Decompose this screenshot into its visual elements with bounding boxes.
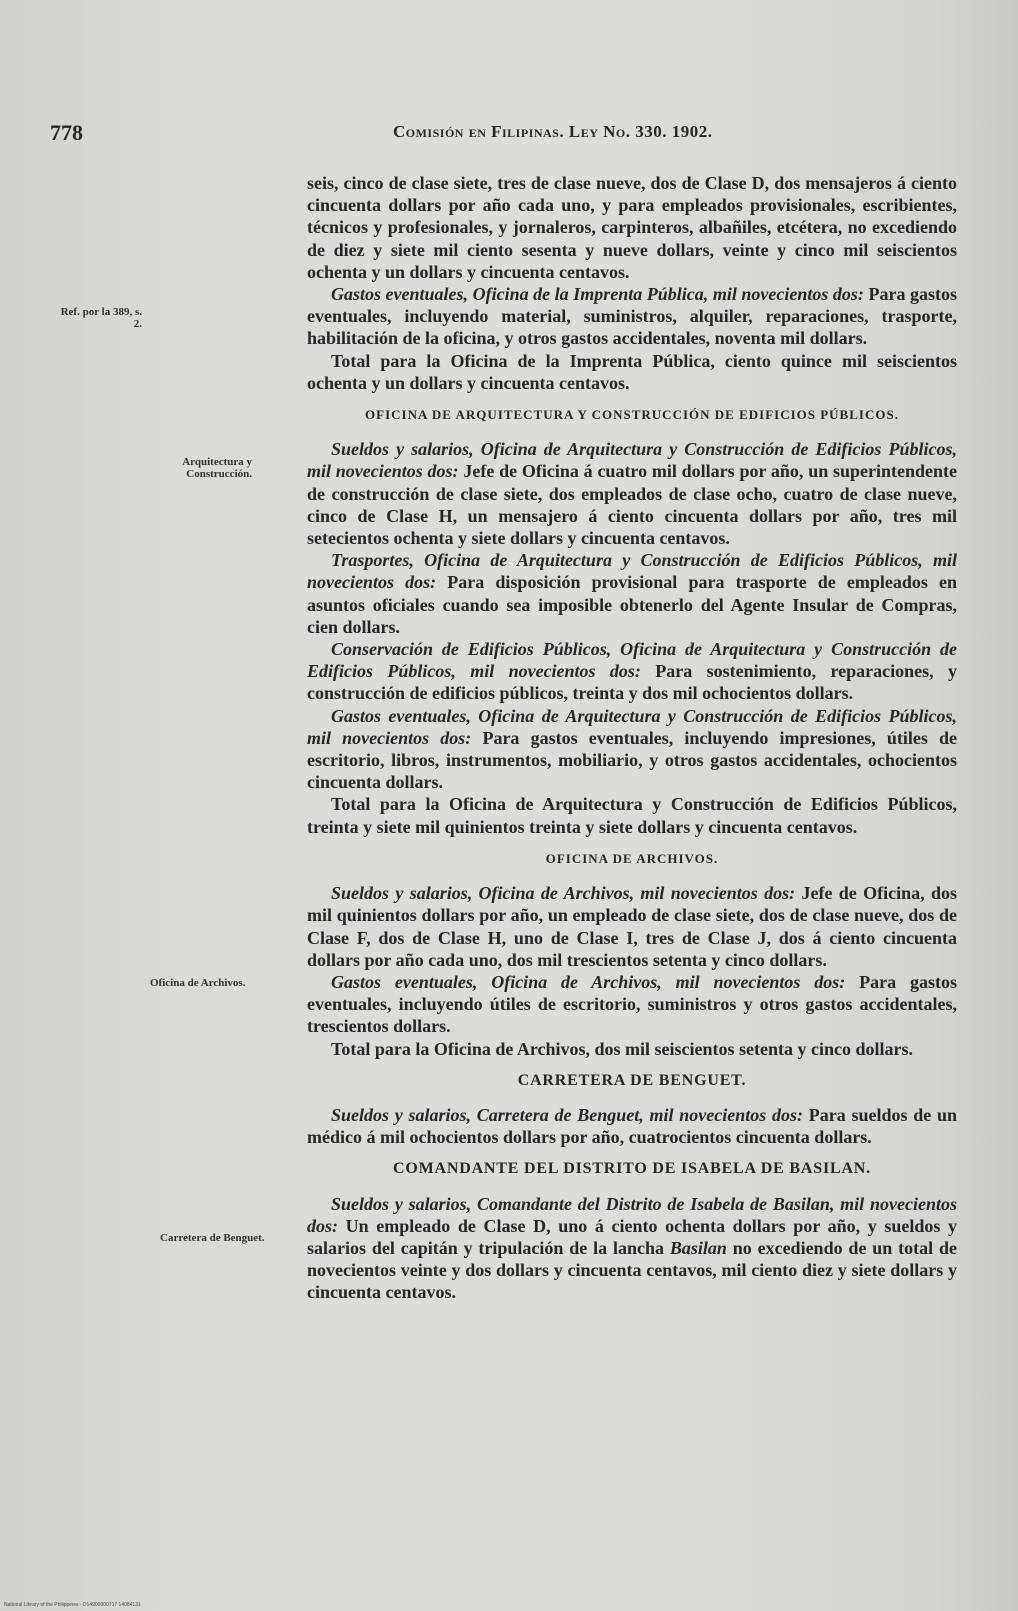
- scan-credit: National Library of the Philippines · D14900000717 14084131: [4, 1602, 141, 1608]
- paragraph-heading: Trasportes, Oficina de Arquitectura y Construcción de Edificios Públicos, mil novecientos dos:: [307, 550, 957, 593]
- section-heading: OFICINA DE ARCHIVOS.: [545, 850, 719, 866]
- paragraph: [307, 1104, 957, 1148]
- body-text: [307, 172, 957, 1304]
- paragraph-text: Para sostenimiento, reparaciones, y construcción de edificios públicos, treinta y dos mil ochocientos dollars.: [307, 661, 957, 704]
- paragraph: seis, cinco de clase siete, tres de clase nueve, dos de Clase D, dos mensajeros á ciento cincuenta dollars por año cada uno, y para empleados provisionales, escribientes, técnicos y profesionales, y jornaleros, carpinteros, albañiles, etcétera, no excediendo de diez y siete mil ciento sesenta y nueve dollars, veinte y cinco mil seiscientos ochenta y un dollars y cincuenta centavos.: [307, 173, 957, 282]
- paragraph-heading: Sueldos y salarios, Oficina de Archivos, mil novecientos dos:: [331, 883, 796, 904]
- paragraph: [307, 705, 957, 794]
- section-heading: OFICINA DE ARQUITECTURA Y CONSTRUCCIÓN DE EDIFICIOS PÚBLICOS.: [365, 407, 899, 423]
- paragraph: [307, 971, 957, 1038]
- paragraph-heading: Gastos eventuales, Oficina de Archivos, mil novecientos dos:: [331, 971, 846, 992]
- margin-note-ref: Ref. por la 389, s. 2.: [60, 306, 142, 330]
- paragraph-heading: Sueldos y salarios, Carretera de Benguet, mil novecientos dos:: [331, 1104, 803, 1125]
- paragraph-heading: Sueldos y salarios, Comandante del Distrito de Isabela de Basilan, mil novecientos dos:: [307, 1193, 957, 1236]
- paragraph-text: Para gastos eventuales, incluyendo impresiones, útiles de escritorio, libros, instrumentos, mobiliario, y otros gastos accidentales, ochocientos cincuenta dollars.: [307, 727, 958, 793]
- paragraph: [307, 1193, 957, 1304]
- paragraph: [307, 549, 957, 638]
- margin-note-archivos: Oficina de Archivos.: [150, 977, 246, 989]
- paragraph-text: Para gastos eventuales, incluyendo material, suministros, alquiler, reparaciones, trasporte, habilitación de la oficina, y otros gastos accidentales, noventa mil dollars.: [307, 284, 957, 349]
- paragraph-text: Para gastos eventuales, incluyendo útiles de escritorio, suministros y otros gastos accidentales, trescientos dollars.: [307, 971, 957, 1037]
- section-heading: COMANDANTE DEL DISTRITO DE ISABELA DE BASILAN.: [393, 1160, 871, 1178]
- paragraph-text: Un empleado de Clase D, uno á ciento ochenta dollars por año, y sueldos y salarios del capitán y tripulación de la lancha: [307, 1215, 957, 1258]
- paragraph-text: no excediendo de un total de novecientos veinte y dos dollars y cincuenta centavos, mil ciento diez y siete dollars y cincuenta centavos.: [307, 1237, 957, 1303]
- paragraph-heading: Gastos eventuales, Oficina de Arquitectura y Construcción de Edificios Públicos, mil novecientos dos:: [307, 705, 957, 748]
- paragraph: [307, 638, 957, 705]
- paragraph: Total para la Oficina de Arquitectura y Construcción de Edificios Públicos, treinta y siete mil quinientos treinta y siete dollars y cincuenta centavos.: [307, 794, 957, 837]
- paragraph: [307, 438, 957, 549]
- paragraph-text: Jefe de Oficina á cuatro mil dollars por año, un superintendente de construcción de clase siete, dos empleados de clase ocho, cuatro de clase nueve, cinco de Clase H, un mensajero á ciento cincuenta dollars por año, tres mil setecientos ochenta y siete dollars y cincuenta centavos.: [307, 461, 957, 549]
- margin-note-arquitectura: Arquitectura y Construcción.: [182, 456, 252, 480]
- paragraph-text: Para sueldos de un médico á mil ochocientos dollars por año, cuatrocientos cincuenta dollars.: [307, 1104, 957, 1148]
- margin-note-benguet: Carretera de Benguet.: [160, 1232, 265, 1244]
- paragraph: [307, 882, 957, 971]
- running-title: Comisión en Filipinas. Ley No. 330. 1902.: [393, 122, 713, 141]
- vessel-name: Basilan: [669, 1237, 727, 1258]
- paragraph-heading: Conservación de Edificios Públicos, Oficina de Arquitectura y Construcción de Edificios Públicos, mil novecientos dos:: [307, 639, 957, 682]
- paragraph: Total para la Oficina de Archivos, dos mil seiscientos setenta y cinco dollars.: [331, 1038, 914, 1059]
- paragraph-text: Para disposición provisional para trasporte de empleados en asuntos oficiales cuando sea imposible obtenerlo del Agente Insular de Compras, cien dollars.: [307, 572, 958, 637]
- section-heading: CARRETERA DE BENGUET.: [517, 1071, 747, 1089]
- page-header: [50, 120, 882, 152]
- paragraph-heading: Gastos eventuales, Oficina de la Imprenta Pública, mil novecientos dos:: [331, 284, 864, 305]
- paragraph: Total para la Oficina de la Imprenta Pública, ciento quince mil seiscientos ochenta y un dollars y cincuenta centavos.: [307, 350, 957, 393]
- paragraph-heading: Sueldos y salarios, Oficina de Arquitectura y Construcción de Edificios Públicos, mil novecientos dos:: [307, 439, 957, 482]
- paragraph: [307, 283, 957, 350]
- paragraph-text: Jefe de Oficina, dos mil quinientos dollars por año, un empleado de clase siete, dos de clase nueve, dos de Clase F, dos de Clase H, uno de Clase I, tres de Clase J, dos á ciento cincuenta dollars por año cada uno, dos mil trescientos setenta y cinco dollars.: [307, 883, 957, 970]
- page-number: 778: [50, 120, 83, 145]
